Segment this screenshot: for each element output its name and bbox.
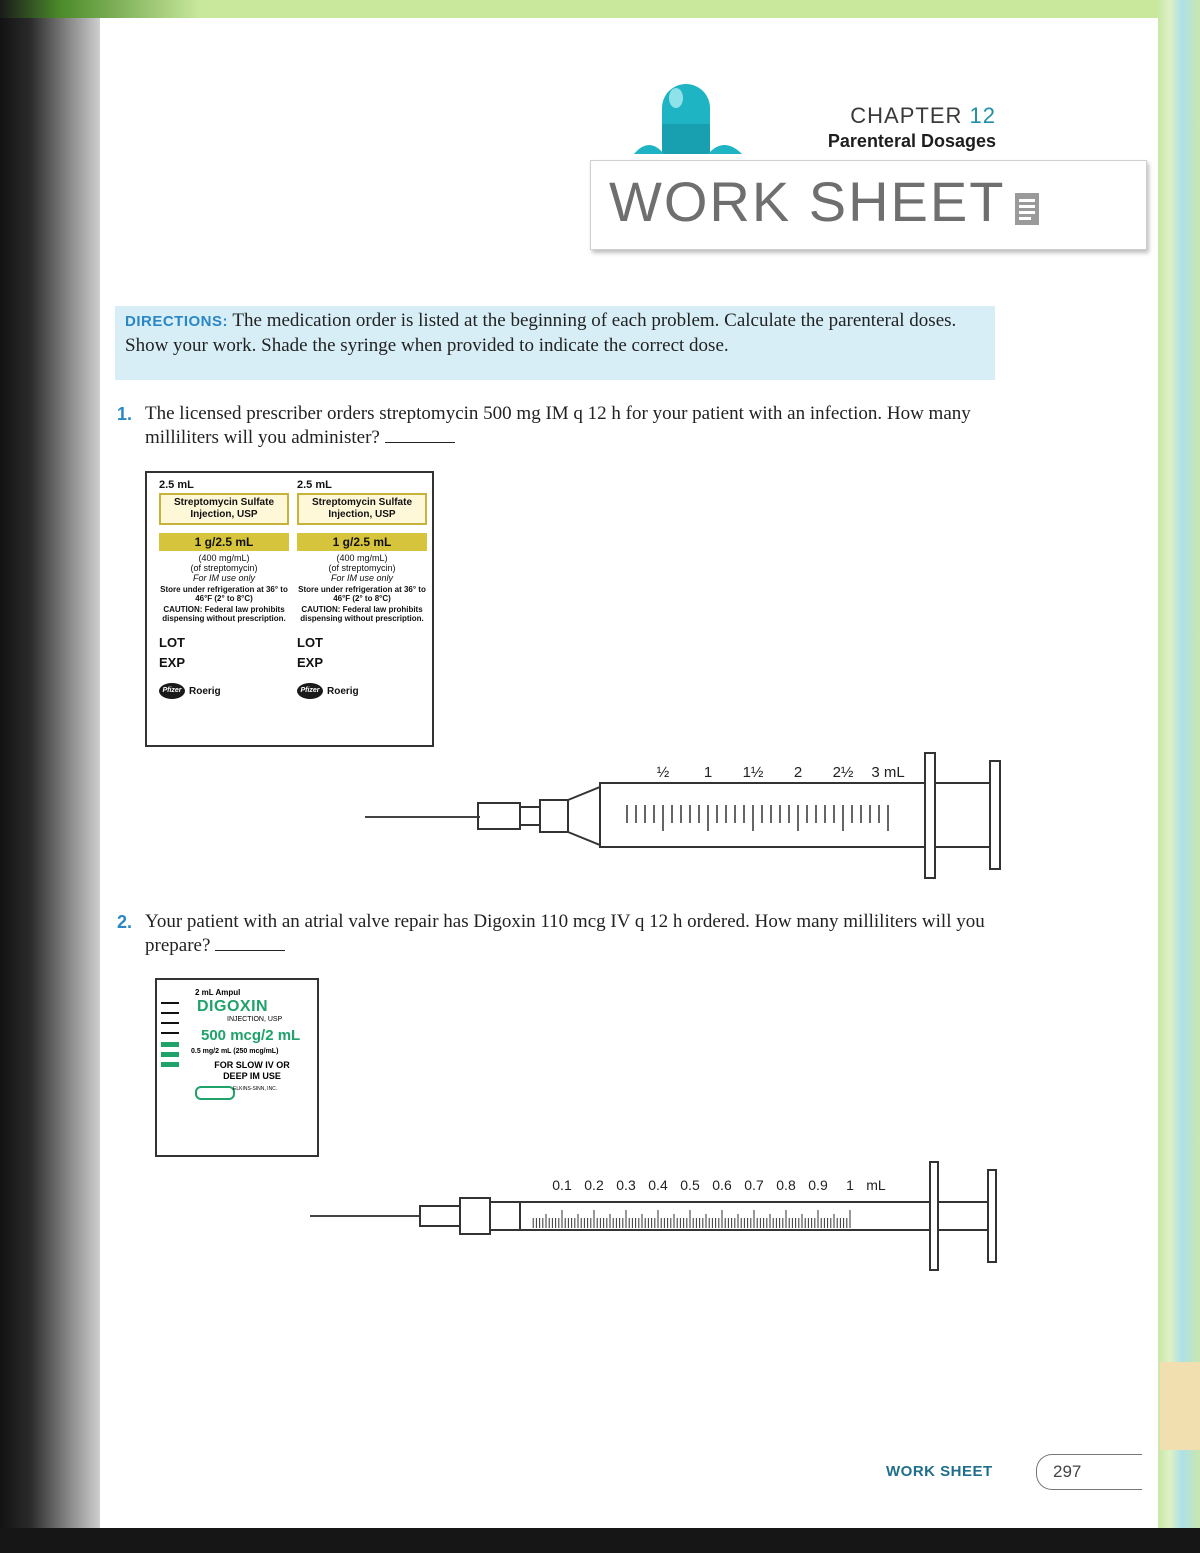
syringe-scale-label: 2½ bbox=[832, 764, 854, 781]
label-brand: Pfizer Roerig bbox=[297, 683, 427, 699]
digoxin-header: 2 mL Ampul bbox=[195, 988, 241, 997]
question-text: Your patient with an atrial valve repair has Digoxin 110 mcg IV q 12 h ordered. How many milliliters will you prepare? bbox=[145, 911, 985, 956]
question-text: The licensed prescriber orders streptomycin 500 mg IM q 12 h for your patient with an infection. How many milliliters will you administer? bbox=[145, 403, 971, 448]
syringe-unit-label: mL bbox=[866, 1177, 886, 1193]
label-brand: Pfizer Roerig bbox=[159, 683, 289, 699]
digoxin-injection: INJECTION, USP bbox=[227, 1016, 283, 1023]
graduation-marks bbox=[161, 1002, 183, 1082]
label-volume: 2.5 mL bbox=[297, 479, 332, 491]
top-edge bbox=[0, 0, 1200, 18]
streptomycin-label-left: 2.5 mL Streptomycin Sulfate Injection, USP 1 g/2.5 mL (400 mg/mL) (of streptomycin) For IM use only Store under refrigeration at 36° to 46°F (2° to 8°C) CAUTION: Federal law prohibits dispensing without prescription. LOT EXP Pfizer Roerig bbox=[159, 479, 289, 699]
worksheet-banner bbox=[590, 160, 1147, 250]
digoxin-strength: 500 mcg/2 mL bbox=[201, 1027, 301, 1044]
book-spine-shadow bbox=[0, 0, 110, 1553]
pfizer-logo: Pfizer bbox=[297, 683, 323, 699]
label-strength: 1 g/2.5 mL bbox=[159, 533, 289, 551]
syringe-scale-label: 1½ bbox=[742, 764, 764, 781]
syringe-scale-label: 0.1 bbox=[552, 1177, 572, 1193]
digoxin-label bbox=[155, 978, 319, 1157]
answer-blank[interactable] bbox=[385, 426, 455, 443]
page-number: 297 bbox=[1036, 1454, 1142, 1490]
label-drug-name: Streptomycin Sulfate Injection, USP bbox=[159, 493, 289, 525]
syringe-1ml[interactable] bbox=[305, 1158, 1005, 1273]
syringe-scale-label: 1 bbox=[703, 764, 713, 781]
question-number: 1. bbox=[117, 404, 133, 424]
syringe-scale-label: 3 mL bbox=[871, 764, 905, 781]
question-2 bbox=[117, 910, 985, 958]
label-drug-name: Streptomycin Sulfate Injection, USP bbox=[297, 493, 427, 525]
label-volume: 2.5 mL bbox=[159, 479, 194, 491]
streptomycin-label-panel bbox=[145, 471, 434, 747]
syringe-scale-label: 0.8 bbox=[776, 1177, 796, 1193]
chapter-label: CHAPTER 12 bbox=[850, 103, 996, 128]
document-icon bbox=[1011, 189, 1045, 229]
footer-title: WORK SHEET bbox=[886, 1463, 993, 1480]
directions-box bbox=[115, 306, 995, 380]
syringe-scale-label: 0.3 bbox=[616, 1177, 636, 1193]
chapter-header bbox=[780, 103, 996, 152]
label-strength: 1 g/2.5 mL bbox=[297, 533, 427, 551]
syringe-scale-label: 1 bbox=[846, 1177, 854, 1193]
chapter-title: Parenteral Dosages bbox=[827, 131, 996, 151]
answer-blank[interactable] bbox=[215, 934, 285, 951]
pfizer-logo: Pfizer bbox=[159, 683, 185, 699]
directions-label: DIRECTIONS: bbox=[125, 313, 228, 330]
syringe-scale-label: 0.7 bbox=[744, 1177, 764, 1193]
syringe-scale-label: 2 bbox=[793, 764, 803, 781]
question-1 bbox=[117, 402, 985, 450]
bottom-edge bbox=[0, 1528, 1200, 1553]
syringe-scale-label: 0.5 bbox=[680, 1177, 700, 1193]
directions-text: The medication order is listed at the beginning of each problem. Calculate the parenteral doses. Show your work. Shade the syringe when provided to indicate the correct dose. bbox=[125, 310, 957, 356]
digoxin-name: DIGOXIN bbox=[197, 998, 269, 1015]
pill-mascot-illustration bbox=[624, 76, 764, 171]
syringe-scale-label: 0.2 bbox=[584, 1177, 604, 1193]
chapter-number: 12 bbox=[969, 103, 996, 128]
streptomycin-label-right: 2.5 mL Streptomycin Sulfate Injection, USP 1 g/2.5 mL (400 mg/mL) (of streptomycin) For IM use only Store under refrigeration at 36° to 46°F (2° to 8°C) CAUTION: Federal law prohibits dispensing without prescription. LOT EXP Pfizer Roerig bbox=[297, 479, 427, 699]
syringe-scale-label: 0.9 bbox=[808, 1177, 828, 1193]
syringe-scale-label: 0.4 bbox=[648, 1177, 668, 1193]
esi-logo bbox=[195, 1086, 235, 1100]
page-tab bbox=[1160, 1362, 1200, 1450]
digoxin-concentration: 0.5 mg/2 mL (250 mcg/mL) bbox=[191, 1048, 279, 1055]
worksheet-title: WORK SHEET bbox=[609, 170, 1006, 233]
syringe-scale-label: ½ bbox=[656, 764, 670, 781]
syringe-scale-label: 0.6 bbox=[712, 1177, 732, 1193]
page-edge bbox=[1158, 0, 1200, 1528]
digoxin-route: FOR SLOW IV OR DEEP IM USE bbox=[214, 1060, 290, 1081]
question-number: 2. bbox=[117, 912, 133, 932]
syringe-3ml[interactable] bbox=[360, 745, 1010, 880]
digoxin-maker: ELKINS-SINN, INC. bbox=[233, 1086, 278, 1092]
